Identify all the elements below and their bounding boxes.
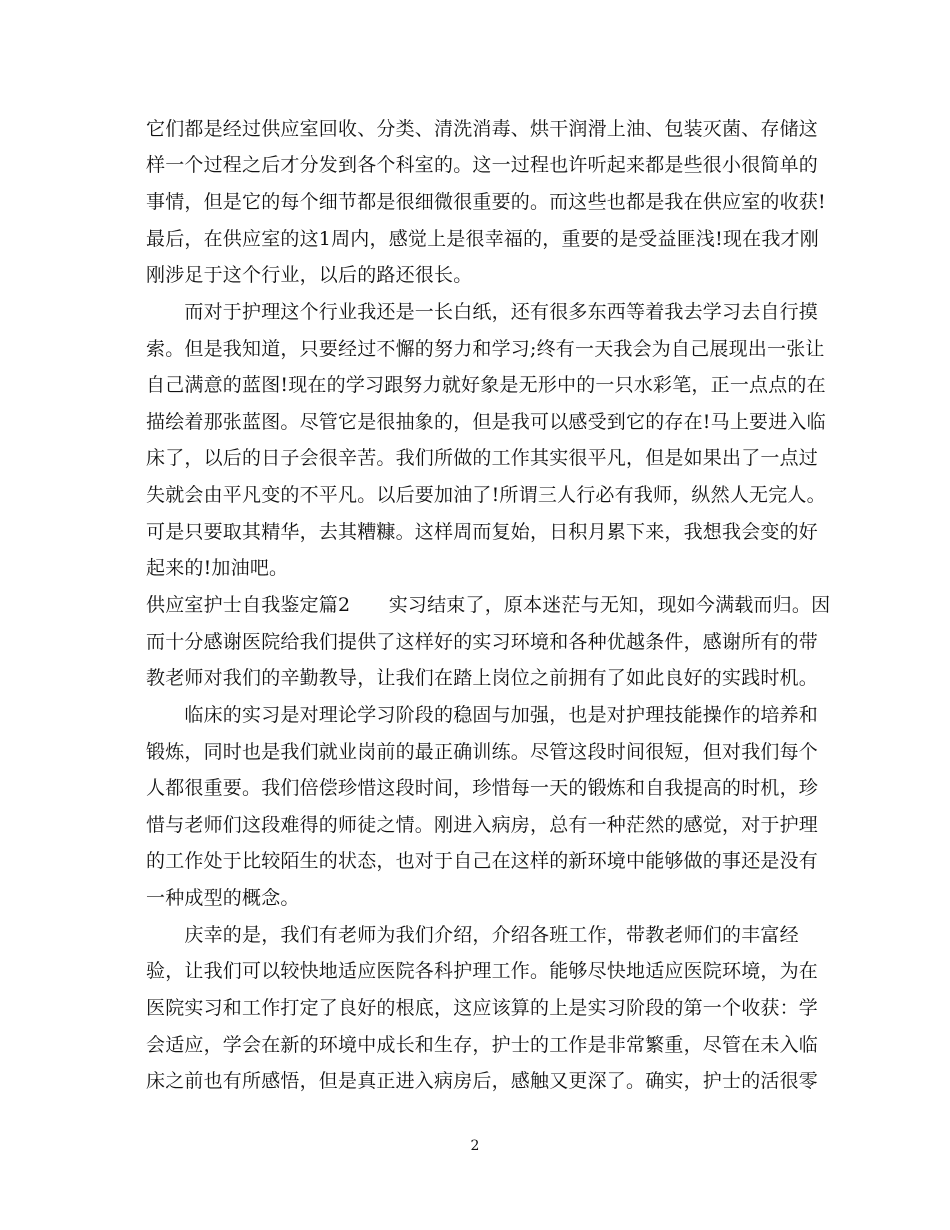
text-line: 教老师对我们的辛勤教导，让我们在踏上岗位之前拥有了如此良好的实践时机。 xyxy=(146,667,819,689)
text-line: 样一个过程之后才分发到各个科室的。这一过程也许听起来都是些很小很简单的 xyxy=(146,154,819,176)
page-number: 2 xyxy=(470,1138,480,1154)
text-line: 一种成型的概念。 xyxy=(146,887,300,909)
text-line: 惜与老师们这段难得的师徒之情。刚进入病房，总有一种茫然的感觉，对于护理 xyxy=(146,814,819,836)
text-line: 而对于护理这个行业我还是一长白纸，还有很多东西等着我去学习去自行摸 xyxy=(146,301,819,323)
text-line: 刚涉足于这个行业，以后的路还很长。 xyxy=(146,264,473,286)
text-line: 失就会由平凡变的不平凡。以后要加油了!所谓三人行必有我师，纵然人无完人。 xyxy=(146,484,826,506)
text-line: 描绘着那张蓝图。尽管它是很抽象的，但是我可以感受到它的存在!马上要进入临 xyxy=(146,411,826,433)
text-line: 它们都是经过供应室回收、分类、清洗消毒、烘干润滑上油、包装灭菌、存储这 xyxy=(146,118,819,140)
text-line: 最后，在供应室的这1周内，感觉上是很幸福的，重要的是受益匪浅!现在我才刚 xyxy=(146,228,819,250)
text-line: 起来的!加油吧。 xyxy=(146,557,289,579)
text-line: 索。但是我知道，只要经过不懈的努力和学习;终有一天我会为自己展现出一张让 xyxy=(146,338,825,360)
text-line: 床了，以后的日子会很辛苦。我们所做的工作其实很平凡，但是如果出了一点过 xyxy=(146,447,819,469)
text-line: 庆幸的是，我们有老师为我们介绍，介绍各班工作，带教老师们的丰富经 xyxy=(146,924,799,946)
text-line: 而十分感谢医院给我们提供了这样好的实习环境和各种优越条件，感谢所有的带 xyxy=(146,631,819,653)
text-line: 医院实习和工作打定了良好的根底，这应该算的上是实习阶段的第一个收获：学 xyxy=(146,997,819,1019)
text-line: 的工作处于比较陌生的状态，也对于自己在这样的新环境中能够做的事还是没有 xyxy=(146,850,819,872)
text-line: 临床的实习是对理论学习阶段的稳固与加强，也是对护理技能操作的培养和 xyxy=(146,704,819,726)
text-line: 人都很重要。我们倍偿珍惜这段时间，珍惜每一天的锻炼和自我提高的时机，珍 xyxy=(146,777,819,799)
text-line: 事情，但是它的每个细节都是很细微很重要的。而这些也都是我在供应室的收获! xyxy=(146,191,826,213)
text-line: 可是只要取其精华，去其糟糠。这样周而复始，日积月累下来，我想我会变的好 xyxy=(146,521,819,543)
text-line: 床之前也有所感悟，但是真正进入病房后，感触又更深了。确实，护士的活很零 xyxy=(146,1070,819,1092)
text-line: 会适应，学会在新的环境中成长和生存，护士的工作是非常繁重，尽管在未入临 xyxy=(146,1034,819,1056)
text-line: 锻炼，同时也是我们就业岗前的最正确训练。尽管这段时间很短，但对我们每个 xyxy=(146,741,819,763)
section-heading-line: 供应室护士自我鉴定篇2 实习结束了，原本迷茫与无知，现如今满载而归。因 xyxy=(146,594,831,616)
text-line: 自己满意的蓝图!现在的学习跟努力就好象是无形中的一只水彩笔，正一点点的在 xyxy=(146,374,826,396)
text-line: 验，让我们可以较快地适应医院各科护理工作。能够尽快地适应医院环境，为在 xyxy=(146,960,819,982)
